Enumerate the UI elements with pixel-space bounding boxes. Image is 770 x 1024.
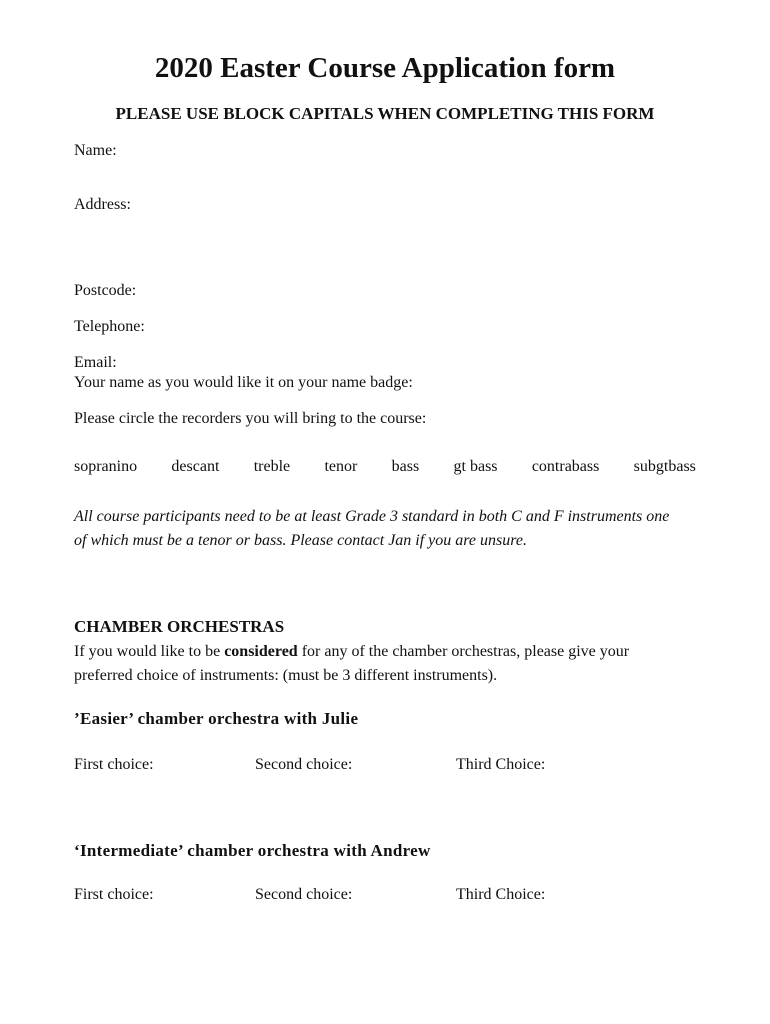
page-title: 2020 Easter Course Application form	[154, 52, 616, 84]
chamber-text-bold: considered	[224, 643, 298, 660]
recorder-option[interactable]: subgtbass	[633, 458, 696, 475]
telephone-label: Telephone:	[74, 318, 145, 335]
first-choice-label: First choice:	[74, 756, 154, 773]
recorder-option[interactable]: contrabass	[531, 458, 600, 475]
recorder-options	[74, 458, 696, 476]
requirements-note: All course participants need to be at least Grade 3 standard in both C and F instruments one of which must be a tenor or bass. Please contact Jan if you are unsure.	[74, 508, 670, 549]
recorder-option[interactable]: bass	[391, 458, 420, 475]
badge-name-label: Your name as you would like it on your name badge:	[74, 374, 413, 391]
chamber-text-before: If you would like to be	[74, 643, 225, 660]
address-label: Address:	[74, 196, 131, 213]
recorder-option[interactable]: gt bass	[453, 458, 498, 475]
recorder-option[interactable]: treble	[253, 458, 291, 475]
second-choice-label: Second choice:	[255, 886, 353, 903]
recorder-option[interactable]: descant	[171, 458, 220, 475]
third-choice-label: Third Choice:	[456, 756, 546, 773]
orchestra-title-easier: ’Easier’ chamber orchestra with Julie	[74, 709, 359, 728]
postcode-label: Postcode:	[74, 282, 137, 299]
recorders-prompt: Please circle the recorders you will bring to the course:	[74, 410, 427, 427]
first-choice-label: First choice:	[74, 886, 154, 903]
chamber-description	[74, 640, 684, 687]
page-subtitle: PLEASE USE BLOCK CAPITALS WHEN COMPLETING THIS FORM	[115, 104, 655, 123]
second-choice-label: Second choice:	[255, 756, 353, 773]
orchestra-title-intermediate: ‘Intermediate’ chamber orchestra with Andrew	[74, 841, 431, 860]
chamber-text-after: for any of the chamber orchestras, please give your preferred choice of instruments: (must be 3 different instruments).	[74, 643, 630, 684]
email-label: Email:	[74, 354, 117, 371]
recorder-option[interactable]: sopranino	[74, 458, 138, 475]
third-choice-label: Third Choice:	[456, 886, 546, 903]
chamber-heading: CHAMBER ORCHESTRAS	[74, 617, 285, 636]
name-label: Name:	[74, 142, 117, 159]
recorder-option[interactable]: tenor	[324, 458, 358, 475]
